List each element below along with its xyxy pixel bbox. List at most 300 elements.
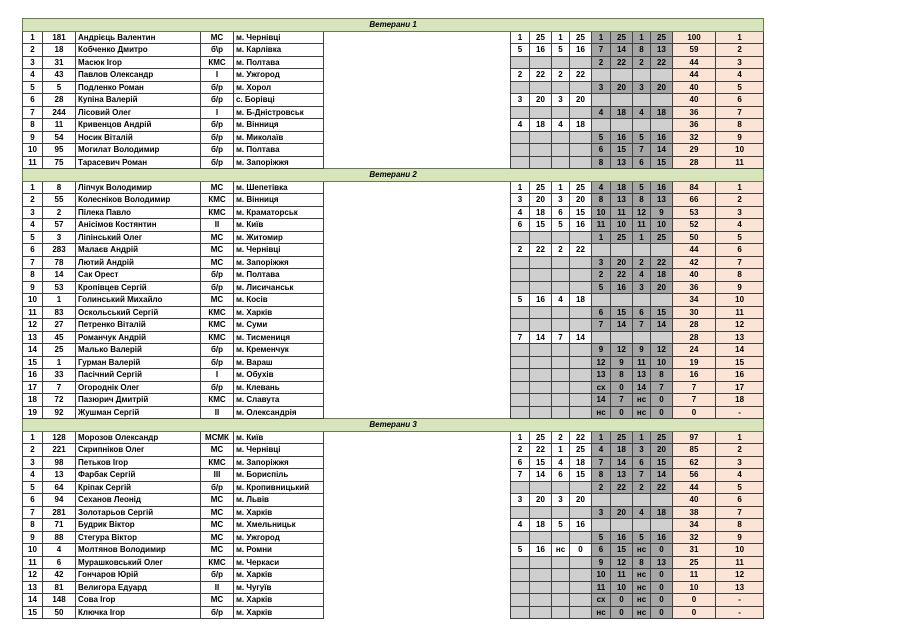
rank-cell: МС [201,181,234,194]
race1-points1-cell: 15 [530,219,552,232]
city-cell: м. Карлівка [234,44,324,57]
race2-place1-cell: 7 [592,456,611,469]
race2-points2-cell: 13 [651,556,673,569]
table-row [23,556,764,569]
race2-place2-cell: 7 [633,319,651,332]
spacer-cell [324,469,511,482]
rank-cell: КМС [201,306,234,319]
bib-number-cell: 54 [43,131,76,144]
race2-place2-cell: 5 [633,531,651,544]
name-cell: Велигора Едуард [76,581,201,594]
race2-points2-cell: 7 [651,381,673,394]
bib-number-cell: 57 [43,219,76,232]
table-row [23,469,764,482]
total-points-cell: 0 [673,606,716,619]
city-cell: м. Київ [234,431,324,444]
race2-points1-cell: 18 [611,444,633,457]
place-cell: 4 [23,469,43,482]
race2-place1-cell: 9 [592,344,611,357]
name-cell: Тарасевич Роман [76,156,201,169]
bib-number-cell: 2 [43,206,76,219]
rank-cell: МС [201,531,234,544]
final-place-cell: 3 [716,206,764,219]
race2-place1-cell: нс [592,406,611,419]
city-cell: с. Борівці [234,94,324,107]
bib-number-cell: 31 [43,56,76,69]
group-title: Ветерани 3 [23,419,764,432]
race1-place2-cell: 2 [552,69,570,82]
city-cell: м. Вінниця [234,194,324,207]
spacer-cell [324,194,511,207]
place-cell: 10 [23,294,43,307]
race2-place1-cell: сх [592,594,611,607]
race2-points2-cell: 0 [651,406,673,419]
bib-number-cell: 95 [43,144,76,157]
final-place-cell: 7 [716,106,764,119]
race2-place1-cell: 3 [592,81,611,94]
rank-cell: МС [201,444,234,457]
table-row [23,544,764,557]
race2-points2-cell [651,331,673,344]
place-cell: 7 [23,106,43,119]
race2-points1-cell: 13 [611,469,633,482]
final-place-cell: 18 [716,394,764,407]
race1-points2-cell [570,481,592,494]
name-cell: Огороднік Олег [76,381,201,394]
race1-points2-cell: 25 [570,181,592,194]
city-cell: м. Хорол [234,81,324,94]
race1-place2-cell: 6 [552,469,570,482]
final-place-cell: 3 [716,456,764,469]
race1-place1-cell [511,81,530,94]
name-cell: Кривенцов Андрій [76,119,201,132]
race1-points1-cell [530,406,552,419]
name-cell: Морозов Олександр [76,431,201,444]
bib-number-cell: 3 [43,231,76,244]
race2-points2-cell [651,94,673,107]
race2-points1-cell [611,244,633,257]
total-points-cell: 97 [673,431,716,444]
race2-points1-cell [611,94,633,107]
table-row [23,519,764,532]
race2-place1-cell [592,119,611,132]
name-cell: Сеханов Леонід [76,494,201,507]
city-cell: м. Полтава [234,56,324,69]
race2-points2-cell: 10 [651,356,673,369]
name-cell: Колесніков Володимир [76,194,201,207]
table-row [23,131,764,144]
race2-points2-cell: 16 [651,181,673,194]
name-cell: Кріпак Сергій [76,481,201,494]
place-cell: 2 [23,444,43,457]
race2-points2-cell [651,494,673,507]
total-points-cell: 53 [673,206,716,219]
race2-place1-cell: 8 [592,469,611,482]
place-cell: 1 [23,181,43,194]
spacer-cell [324,494,511,507]
race2-place1-cell: нс [592,606,611,619]
race1-place1-cell [511,381,530,394]
group-title: Ветерани 1 [23,19,764,32]
table-row [23,581,764,594]
rank-cell: б/р [201,481,234,494]
table-row [23,144,764,157]
rank-cell: ІІ [201,219,234,232]
race2-points1-cell: 0 [611,381,633,394]
bib-number-cell: 78 [43,256,76,269]
race1-points2-cell: 15 [570,469,592,482]
final-place-cell: 6 [716,244,764,257]
race2-points2-cell: 14 [651,144,673,157]
race2-points1-cell: 14 [611,319,633,332]
race2-place2-cell: 6 [633,456,651,469]
rank-cell: КМС [201,56,234,69]
race2-points1-cell [611,494,633,507]
rank-cell: ІІ [201,406,234,419]
race1-place1-cell: 3 [511,494,530,507]
race1-place2-cell: 1 [552,31,570,44]
total-points-cell: 36 [673,281,716,294]
race2-points2-cell: 0 [651,594,673,607]
spacer-cell [324,556,511,569]
race2-place1-cell: 8 [592,194,611,207]
race2-place2-cell: 11 [633,219,651,232]
spacer-cell [324,94,511,107]
place-cell: 16 [23,369,43,382]
city-cell: м. Львів [234,494,324,507]
table-row [23,256,764,269]
name-cell: Ліпчук Володимир [76,181,201,194]
total-points-cell: 25 [673,556,716,569]
spacer-cell [324,431,511,444]
race2-points1-cell: 25 [611,31,633,44]
race1-points1-cell [530,506,552,519]
race1-place1-cell [511,131,530,144]
spacer-cell [324,181,511,194]
table-row [23,281,764,294]
rank-cell: МС [201,544,234,557]
race2-points2-cell: 25 [651,431,673,444]
race1-points2-cell [570,306,592,319]
total-points-cell: 0 [673,406,716,419]
spacer-cell [324,131,511,144]
name-cell: Могилат Володимир [76,144,201,157]
place-cell: 17 [23,381,43,394]
total-points-cell: 85 [673,444,716,457]
bib-number-cell: 25 [43,344,76,357]
table-row [23,331,764,344]
name-cell: Гончаров Юрій [76,569,201,582]
bib-number-cell: 4 [43,544,76,557]
race2-points1-cell: 9 [611,356,633,369]
race2-place1-cell: 14 [592,394,611,407]
race2-place1-cell: 2 [592,56,611,69]
table-row [23,231,764,244]
race1-place2-cell [552,481,570,494]
race1-place2-cell: 1 [552,444,570,457]
race2-place2-cell: 4 [633,506,651,519]
rank-cell: КМС [201,394,234,407]
final-place-cell: 12 [716,319,764,332]
final-place-cell: 4 [716,219,764,232]
table-row [23,606,764,619]
race2-place2-cell [633,244,651,257]
city-cell: м. Харків [234,306,324,319]
total-points-cell: 11 [673,569,716,582]
results-sheet [22,18,764,619]
race1-place1-cell [511,606,530,619]
race1-place2-cell [552,569,570,582]
race2-place2-cell: 12 [633,206,651,219]
race1-place1-cell: 5 [511,544,530,557]
name-cell: Подленко Роман [76,81,201,94]
bib-number-cell: 128 [43,431,76,444]
race2-points2-cell: 0 [651,569,673,582]
race2-points1-cell: 7 [611,394,633,407]
total-points-cell: 84 [673,181,716,194]
city-cell: м. Житомир [234,231,324,244]
race2-place1-cell: 7 [592,319,611,332]
race2-place1-cell: 12 [592,356,611,369]
total-points-cell: 44 [673,244,716,257]
total-points-cell: 32 [673,531,716,544]
total-points-cell: 66 [673,194,716,207]
race2-place2-cell: 5 [633,181,651,194]
race2-points1-cell [611,294,633,307]
race2-points2-cell [651,69,673,82]
race1-place2-cell [552,106,570,119]
city-cell: м. Шепетівка [234,181,324,194]
total-points-cell: 40 [673,269,716,282]
final-place-cell: 11 [716,156,764,169]
spacer-cell [324,81,511,94]
name-cell: Лісовий Олег [76,106,201,119]
rank-cell: б/р [201,381,234,394]
race1-place1-cell [511,394,530,407]
table-row [23,219,764,232]
race1-place2-cell [552,381,570,394]
race2-points2-cell: 13 [651,44,673,57]
race2-points1-cell: 20 [611,81,633,94]
rank-cell: КМС [201,456,234,469]
spacer-cell [324,231,511,244]
place-cell: 13 [23,581,43,594]
race1-place1-cell [511,594,530,607]
spacer-cell [324,344,511,357]
place-cell: 6 [23,94,43,107]
race2-points2-cell [651,119,673,132]
final-place-cell: 4 [716,469,764,482]
race1-points2-cell [570,319,592,332]
bib-number-cell: 98 [43,456,76,469]
race2-points2-cell [651,294,673,307]
race1-points2-cell: 22 [570,69,592,82]
total-points-cell: 40 [673,494,716,507]
name-cell: Анісімов Костянтин [76,219,201,232]
race2-place1-cell [592,244,611,257]
bib-number-cell: 18 [43,44,76,57]
city-cell: м. Запоріжжя [234,456,324,469]
name-cell: Купіна Валерій [76,94,201,107]
spacer-cell [324,594,511,607]
race1-place1-cell: 2 [511,69,530,82]
name-cell: Пазюрич Дмитрій [76,394,201,407]
race1-place2-cell: 4 [552,119,570,132]
spacer-cell [324,381,511,394]
race2-points2-cell [651,244,673,257]
race2-place2-cell: нс [633,569,651,582]
race2-points2-cell: 20 [651,81,673,94]
rank-cell: ІІІ [201,469,234,482]
race1-points1-cell [530,319,552,332]
race2-place1-cell [592,294,611,307]
race1-points2-cell: 22 [570,431,592,444]
city-cell: м. Бориспіль [234,469,324,482]
race2-place2-cell [633,331,651,344]
race2-points1-cell: 12 [611,556,633,569]
total-points-cell: 30 [673,306,716,319]
spacer-cell [324,406,511,419]
race2-points1-cell: 22 [611,56,633,69]
spacer-cell [324,369,511,382]
race1-place1-cell: 1 [511,181,530,194]
table-row [23,506,764,519]
final-place-cell: 3 [716,56,764,69]
race2-place1-cell [592,494,611,507]
race2-points1-cell: 15 [611,306,633,319]
place-cell: 4 [23,219,43,232]
final-place-cell: 2 [716,444,764,457]
race2-place2-cell: нс [633,594,651,607]
bib-number-cell: 88 [43,531,76,544]
race1-points2-cell [570,144,592,157]
city-cell: м. Олександрія [234,406,324,419]
race1-place2-cell [552,269,570,282]
spacer-cell [324,531,511,544]
race1-points1-cell [530,56,552,69]
race1-place1-cell: 4 [511,519,530,532]
race1-points1-cell [530,556,552,569]
spacer-cell [324,294,511,307]
table-row [23,306,764,319]
bib-number-cell: 75 [43,156,76,169]
table-row [23,206,764,219]
final-place-cell: - [716,406,764,419]
total-points-cell: 50 [673,231,716,244]
total-points-cell: 0 [673,594,716,607]
final-place-cell: 4 [716,69,764,82]
race2-points1-cell: 14 [611,456,633,469]
spacer-cell [324,519,511,532]
race2-points2-cell: 9 [651,206,673,219]
place-cell: 9 [23,281,43,294]
place-cell: 3 [23,206,43,219]
race1-place2-cell [552,556,570,569]
city-cell: м. Обухів [234,369,324,382]
place-cell: 8 [23,519,43,532]
race1-place2-cell [552,256,570,269]
place-cell: 3 [23,456,43,469]
table-row [23,56,764,69]
rank-cell: б/р [201,94,234,107]
race1-place1-cell [511,319,530,332]
race2-points2-cell: 15 [651,306,673,319]
city-cell: м. Ужгород [234,531,324,544]
total-points-cell: 7 [673,394,716,407]
bib-number-cell: 33 [43,369,76,382]
race1-place1-cell [511,306,530,319]
spacer-cell [324,44,511,57]
race1-place2-cell: 3 [552,94,570,107]
final-place-cell: 5 [716,81,764,94]
race2-points1-cell [611,331,633,344]
place-cell: 11 [23,306,43,319]
race2-points1-cell [611,119,633,132]
total-points-cell: 16 [673,369,716,382]
race1-place1-cell [511,569,530,582]
place-cell: 12 [23,319,43,332]
race2-place1-cell: 2 [592,269,611,282]
race1-place2-cell: 5 [552,44,570,57]
race1-points1-cell: 22 [530,69,552,82]
bib-number-cell: 45 [43,331,76,344]
race2-place2-cell: нс [633,406,651,419]
race1-place2-cell [552,606,570,619]
race1-place2-cell [552,531,570,544]
race2-points1-cell: 15 [611,544,633,557]
race1-place1-cell [511,144,530,157]
race2-points2-cell: 12 [651,344,673,357]
final-place-cell: 8 [716,119,764,132]
bib-number-cell: 1 [43,294,76,307]
city-cell: м. Ужгород [234,69,324,82]
race1-place2-cell: 3 [552,194,570,207]
race1-points1-cell: 18 [530,206,552,219]
race2-place1-cell: 4 [592,181,611,194]
name-cell: Голинський Михайло [76,294,201,307]
race2-points2-cell: 20 [651,444,673,457]
rank-cell: І [201,69,234,82]
race2-place2-cell: 8 [633,44,651,57]
table-row [23,406,764,419]
place-cell: 11 [23,556,43,569]
race1-place2-cell [552,281,570,294]
name-cell: Пасічний Сергій [76,369,201,382]
race1-place2-cell [552,344,570,357]
name-cell: Пілека Павло [76,206,201,219]
spacer-cell [324,569,511,582]
race2-points1-cell: 20 [611,506,633,519]
race2-place2-cell: 3 [633,281,651,294]
race1-points2-cell [570,156,592,169]
race1-place1-cell [511,481,530,494]
name-cell: Ключка Ігор [76,606,201,619]
total-points-cell: 62 [673,456,716,469]
final-place-cell: 13 [716,581,764,594]
race1-points2-cell: 18 [570,119,592,132]
race1-place1-cell: 6 [511,456,530,469]
bib-number-cell: 92 [43,406,76,419]
race2-points1-cell: 14 [611,44,633,57]
race1-place1-cell: 1 [511,31,530,44]
bib-number-cell: 6 [43,556,76,569]
race1-place1-cell: 4 [511,206,530,219]
name-cell: Жушман Сергій [76,406,201,419]
bib-number-cell: 281 [43,506,76,519]
city-cell: м. Чернівці [234,444,324,457]
place-cell: 1 [23,431,43,444]
race2-place2-cell: 13 [633,369,651,382]
